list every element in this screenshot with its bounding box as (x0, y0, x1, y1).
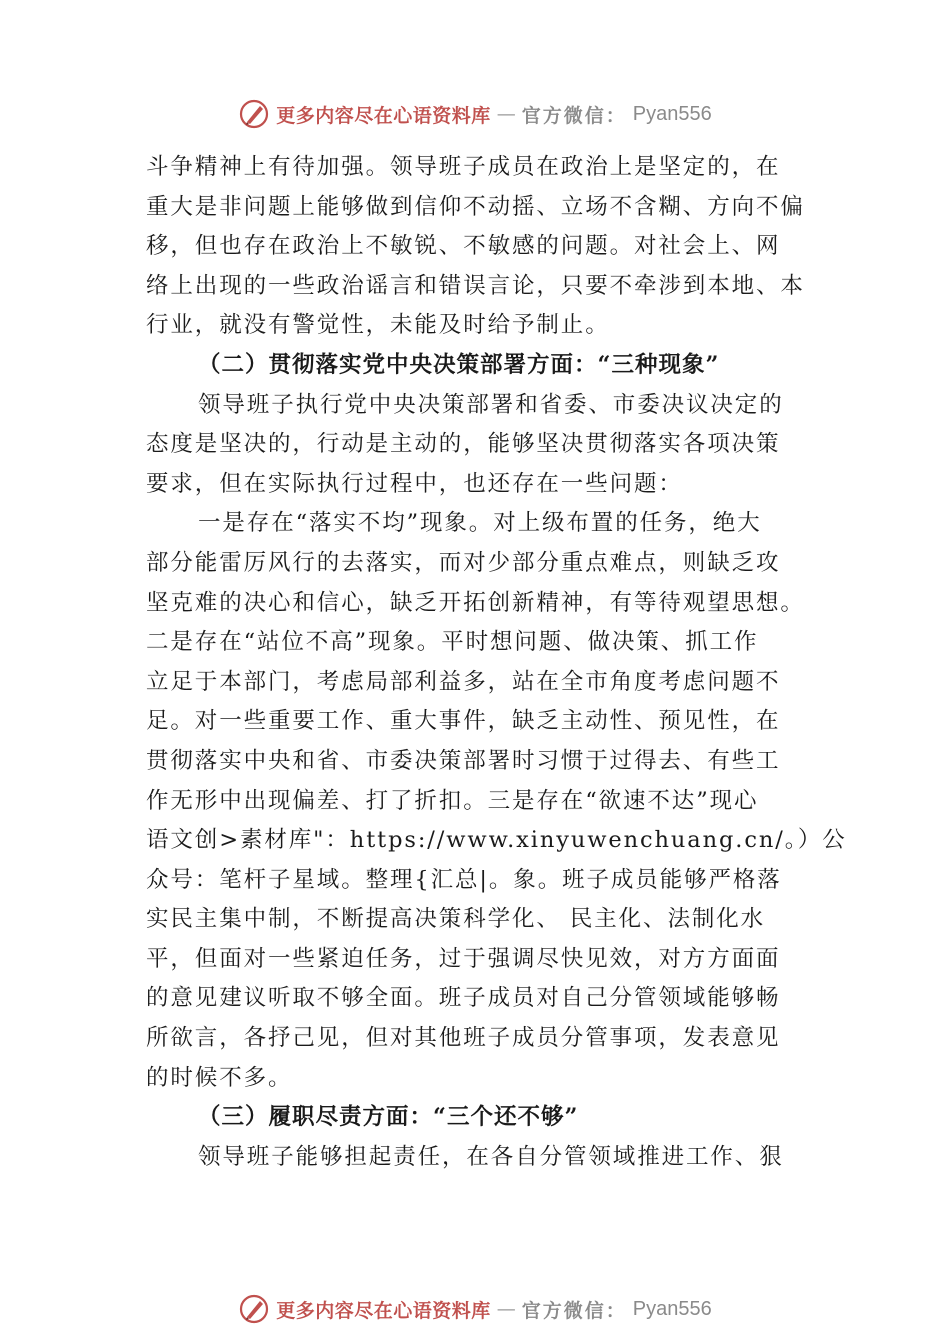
text-line: 态度是坚决的，行动是主动的，能够坚决贯彻落实各项决策 (146, 431, 781, 458)
text-line: 语文创>素材库"：https://www.xinyuwenchuang.cn/。）公 (146, 827, 847, 854)
text-line: 络上出现的一些政治谣言和错误言论，只要不牵涉到本地、本 (146, 272, 805, 299)
banner-promo-text: 更多内容尽在心语资料库 (276, 104, 491, 127)
text-line: 一是存在“落实不均”现象。对上级布置的任务，绝大 (198, 510, 762, 537)
text-line: 要求，但在实际执行过程中，也还存在一些问题： (146, 470, 683, 497)
banner-wechat-id: Pyan556 (632, 1297, 712, 1320)
pen-circle-logo-icon (238, 1293, 270, 1325)
text-line: 二是存在“站位不高”现象。平时想问题、做决策、抓工作 (146, 629, 759, 656)
text-line: 的时候不多。 (146, 1064, 293, 1091)
text-line: 所欲言，各抒己见，但对其他班子成员分管事项，发表意见 (146, 1025, 781, 1052)
section-heading-2: （二）贯彻落实党中央决策部署方面：“三种现象” (198, 351, 720, 378)
text-line: 坚克难的决心和信心，缺乏开拓创新精神，有等待观望思想。 (146, 589, 805, 616)
banner-dash: — (496, 1298, 516, 1320)
text-line: 领导班子能够担起责任，在各自分管领域推进工作、狠 (198, 1143, 784, 1170)
banner-wechat-label: 官方微信： (521, 1299, 627, 1322)
text-line: 平，但面对一些紧迫任务，过于强调尽快见效，对方方面面 (146, 945, 781, 972)
header-banner (0, 96, 950, 132)
text-line: 斗争精神上有待加强。领导班子成员在政治上是坚定的，在 (146, 154, 781, 180)
text-line: 众号：笔杆子星域。整理{汇总|。象。班子成员能够严格落 (146, 866, 782, 893)
text-line: 领导班子执行党中央决策部署和省委、市委决议决定的 (198, 391, 784, 418)
text-line: 足。对一些重要工作、重大事件，缺乏主动性、预见性，在 (146, 708, 781, 735)
text-line: 移，但也存在政治上不敏锐、不敏感的问题。对社会上、网 (146, 233, 781, 260)
text-line: 重大是非问题上能够做到信仰不动摇、立场不含糊、方向不偏 (146, 193, 805, 220)
pen-circle-logo-icon (238, 98, 270, 130)
text-line: 贯彻落实中央和省、市委决策部署时习惯于过得去、有些工 (146, 747, 781, 774)
text-line: 立足于本部门，考虑局部利益多，站在全市角度考虑问题不 (146, 668, 781, 695)
footer-banner (0, 1291, 950, 1327)
banner-dash: — (496, 103, 516, 125)
text-line: 行业，就没有警觉性，未能及时给予制止。 (146, 312, 610, 339)
text-line: 作无形中出现偏差、打了折扣。三是存在“欲速不达”现心 (146, 787, 759, 814)
document-body (146, 148, 847, 1177)
text-line: 的意见建议听取不够全面。班子成员对自己分管领域能够畅 (146, 985, 781, 1012)
banner-promo-text: 更多内容尽在心语资料库 (276, 1299, 491, 1322)
banner-wechat-id: Pyan556 (632, 102, 712, 125)
section-heading-3: （三）履职尽责方面：“三个还不够” (198, 1104, 579, 1131)
text-line: 部分能雷厉风行的去落实，而对少部分重点难点，则缺乏攻 (146, 549, 781, 576)
banner-wechat-label: 官方微信： (521, 104, 627, 127)
text-line: 实民主集中制，不断提高决策科学化、 民主化、法制化水 (146, 906, 766, 933)
